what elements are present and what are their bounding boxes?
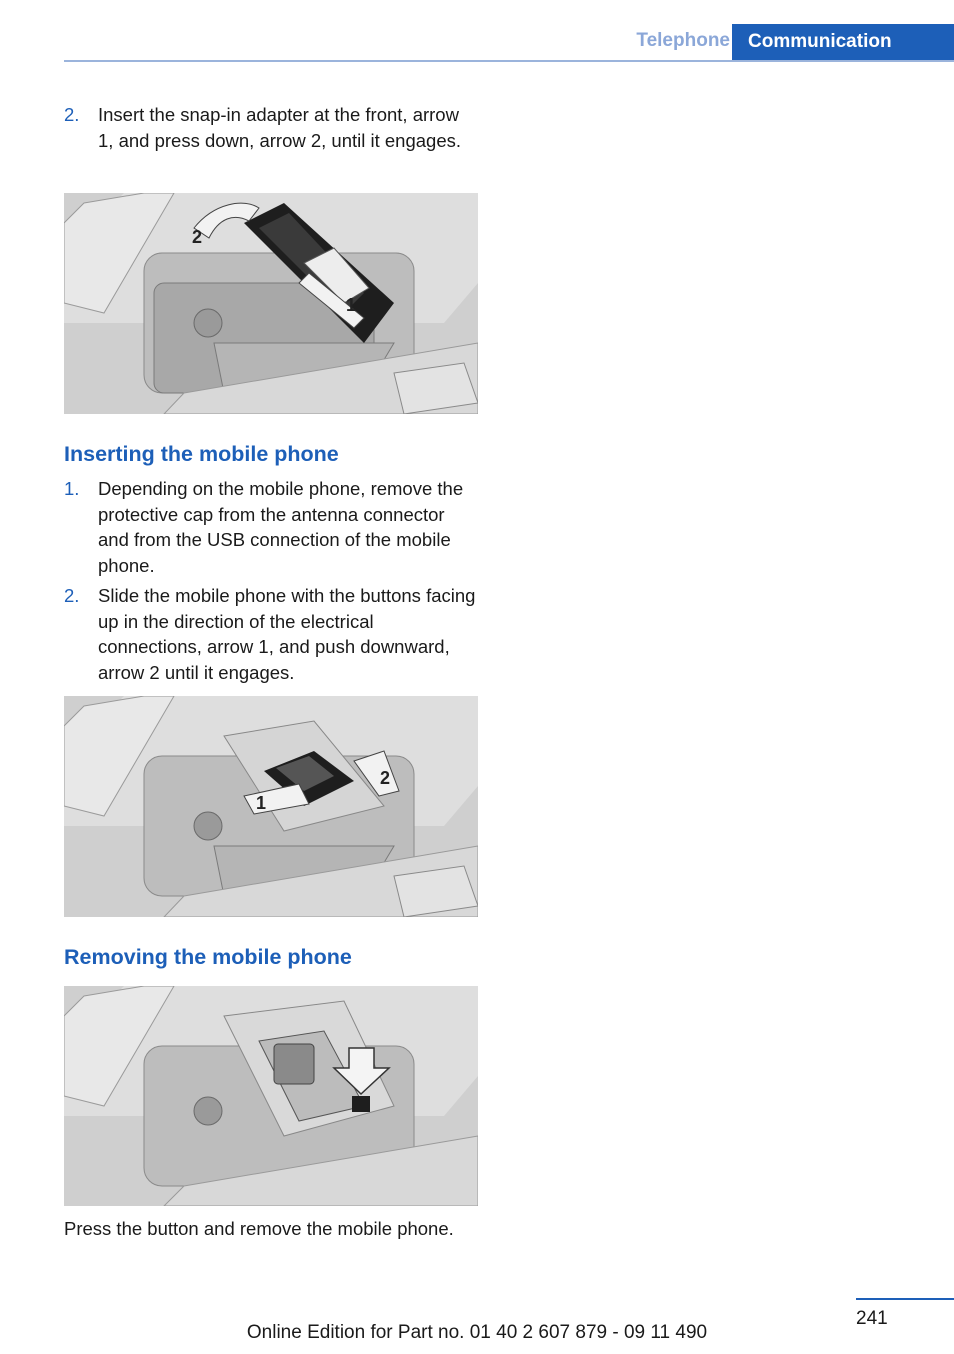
section-removing-heading [64,945,478,970]
figure-remove-phone [64,986,478,1206]
step-number: 2. [64,585,80,606]
figure-insert-phone [64,696,478,917]
paragraph: Press the button and remove the mobile phone. [64,1218,454,1239]
step-text: Slide the mobile phone with the buttons facing up in the direction of the electrical connections, arrow 1, and push downward, arrow 2 until it engages. [98,585,476,683]
step-number: 2. [64,104,80,125]
arrow-2-label: 2 [380,768,391,788]
header-section-title: Telephone [636,30,730,51]
page-number: 241 [856,1308,888,1329]
top-steps [64,102,478,153]
step-item [64,476,478,578]
header-chapter-tab: Communication [732,24,954,61]
section-heading: Inserting the mobile phone [64,442,339,466]
section-inserting [64,442,478,685]
figure-snap-in-adapter [64,193,478,414]
arrow-1-label: 1 [346,295,357,315]
section-removing-text [64,1216,478,1241]
step-item [64,102,478,153]
section-heading: Removing the mobile phone [64,945,352,969]
step-item [64,583,478,685]
step-text: Depending on the mobile phone, remove the protective cap from the antenna connector and from the USB connection of the mobile phone. [98,478,464,576]
arrow-2-label: 2 [192,227,203,247]
step-text: Insert the snap-in adapter at the front, arrow 1, and press down, arrow 2, until it engages. [98,104,462,151]
header-rule [64,60,954,62]
edition-note: Online Edition for Part no. 01 40 2 607 879 - 09 11 490 [246,1322,708,1343]
footer-rule [856,1298,954,1300]
arrow-1-label: 1 [256,793,267,813]
step-number: 1. [64,478,80,499]
